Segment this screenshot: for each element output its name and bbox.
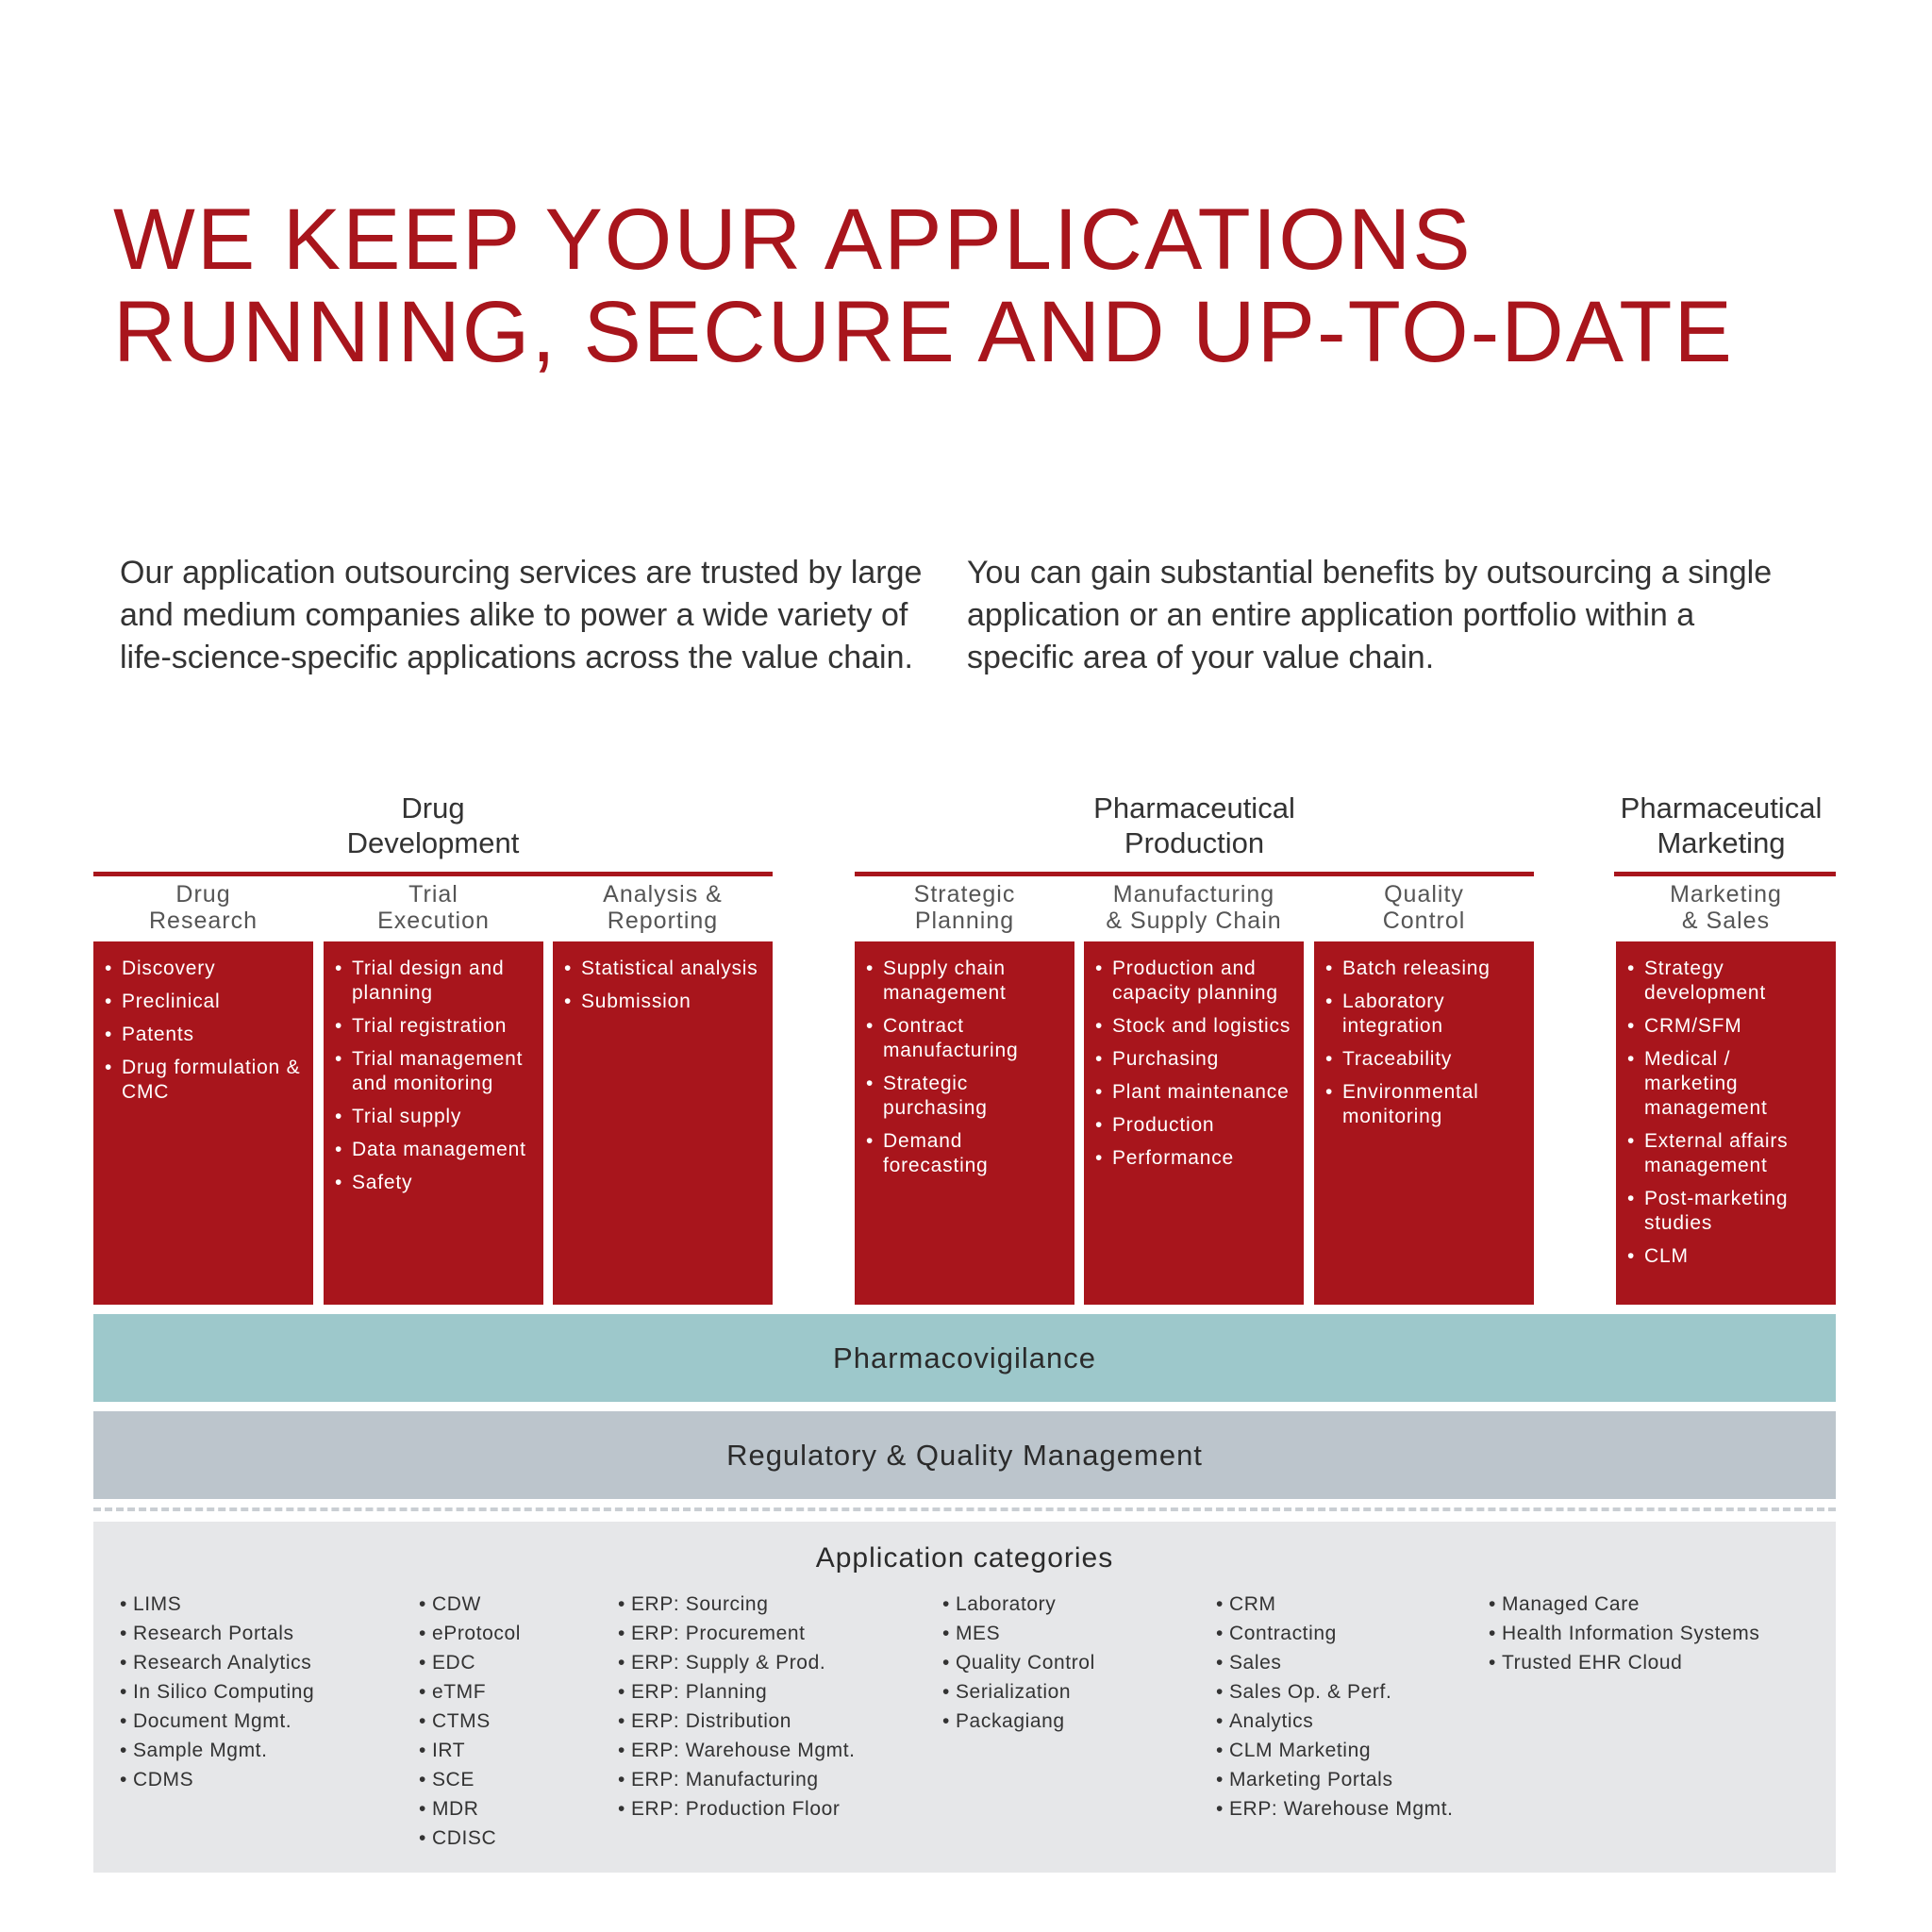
bullet-icon: •	[866, 1130, 874, 1152]
dashed-divider	[93, 1507, 1836, 1511]
app-category-item	[1489, 1648, 1760, 1677]
app-category-item	[618, 1794, 856, 1824]
bullet-icon: •	[1216, 1740, 1224, 1761]
app-category-item	[1216, 1707, 1454, 1736]
app-category-item	[1489, 1590, 1760, 1619]
column-box-trial-execution	[324, 941, 543, 1305]
bullet-icon: •	[1216, 1681, 1224, 1703]
capability-item	[864, 1014, 1065, 1063]
bullet-icon: •	[618, 1710, 625, 1732]
bullet-icon: •	[618, 1798, 625, 1820]
column-box-analysis-reporting	[553, 941, 773, 1305]
column-header-line: Analysis &	[603, 881, 723, 908]
app-category-label: ERP: Warehouse Mgmt.	[1228, 1798, 1454, 1820]
group-divider-pharmaceutical-production	[855, 872, 1534, 876]
group-title-pharmaceutical-marketing	[1607, 791, 1836, 860]
capability-item	[864, 1129, 1065, 1178]
capability-item-label: Purchasing	[1112, 1048, 1220, 1070]
capability-item-label: Production and capacity planning	[1112, 958, 1278, 1004]
bullet-icon: •	[1095, 1147, 1104, 1169]
app-category-item	[618, 1736, 856, 1765]
capability-item	[1625, 1014, 1826, 1039]
bullet-icon: •	[1627, 1130, 1636, 1152]
bullet-icon: •	[1489, 1652, 1496, 1674]
group-title-drug-development	[93, 791, 773, 860]
bullet-icon: •	[1216, 1710, 1224, 1732]
app-category-item	[419, 1648, 521, 1677]
capability-item-label: Strategic purchasing	[883, 1073, 988, 1119]
capability-item-label: Patents	[122, 1024, 194, 1045]
app-category-item	[942, 1677, 1095, 1707]
capability-item-label: Performance	[1112, 1147, 1235, 1169]
bullet-icon: •	[618, 1652, 625, 1674]
capability-item	[1093, 1113, 1294, 1138]
app-category-label: ERP: Procurement	[630, 1623, 806, 1644]
bullet-icon: •	[1216, 1798, 1224, 1820]
app-category-item	[419, 1619, 521, 1648]
bullet-icon: •	[120, 1769, 127, 1790]
column-header-line: Reporting	[607, 908, 719, 934]
app-category-item	[120, 1590, 314, 1619]
bullet-icon: •	[120, 1740, 127, 1761]
app-category-label: eProtocol	[431, 1623, 522, 1644]
app-category-label: ERP: Sourcing	[630, 1593, 769, 1615]
capability-item	[1324, 1047, 1524, 1072]
group-title-line: Development	[346, 826, 520, 859]
capability-item-label: Safety	[352, 1172, 413, 1193]
app-category-label: MES	[955, 1623, 1001, 1644]
app-category-label: Document Mgmt.	[132, 1710, 292, 1732]
bullet-icon: •	[942, 1623, 950, 1644]
capability-item	[333, 1105, 534, 1129]
bullet-icon: •	[1627, 958, 1636, 979]
bullet-icon: •	[1627, 1048, 1636, 1070]
column-header-line: Research	[149, 908, 258, 934]
bullet-icon: •	[335, 1048, 343, 1070]
capability-item-label: Trial registration	[352, 1015, 508, 1037]
column-header-line: Drug	[175, 881, 231, 908]
app-category-item	[618, 1648, 856, 1677]
app-category-label: Serialization	[955, 1681, 1072, 1703]
app-category-column	[618, 1590, 856, 1824]
capability-item-label: Batch releasing	[1342, 958, 1491, 979]
column-header-drug-research	[93, 881, 313, 941]
app-category-item	[419, 1677, 521, 1707]
column-box-strategic-planning	[855, 941, 1074, 1305]
bullet-icon: •	[419, 1827, 426, 1849]
pharmacovigilance-band: Pharmacovigilance	[93, 1314, 1836, 1402]
capability-item-label: Traceability	[1342, 1048, 1453, 1070]
capability-item-label: Statistical analysis	[581, 958, 758, 979]
app-category-label: CDW	[431, 1593, 481, 1615]
bullet-icon: •	[335, 1015, 343, 1037]
headline	[113, 193, 1868, 378]
app-category-label: Quality Control	[955, 1652, 1095, 1674]
app-category-item	[419, 1590, 521, 1619]
bullet-icon: •	[1095, 1114, 1104, 1136]
capability-item	[1093, 1080, 1294, 1105]
app-category-column	[942, 1590, 1095, 1736]
app-category-column	[419, 1590, 521, 1853]
column-header-strategic-planning	[855, 881, 1074, 941]
bullet-icon: •	[942, 1681, 950, 1703]
app-category-item	[120, 1677, 314, 1707]
bullet-icon: •	[1095, 1048, 1104, 1070]
bullet-icon: •	[419, 1769, 426, 1790]
capability-item	[103, 957, 304, 981]
app-category-item	[942, 1590, 1095, 1619]
app-category-label: Research Analytics	[132, 1652, 312, 1674]
bullet-icon: •	[1095, 958, 1104, 979]
bullet-icon: •	[1325, 1048, 1334, 1070]
capability-item-label: Trial supply	[352, 1106, 462, 1127]
column-box-marketing-sales	[1616, 941, 1836, 1305]
bullet-icon: •	[866, 958, 874, 979]
bullet-icon: •	[105, 991, 113, 1012]
column-box-manufacturing-supply-chain	[1084, 941, 1304, 1305]
bullet-icon: •	[120, 1681, 127, 1703]
app-category-label: CDMS	[132, 1769, 194, 1790]
group-divider-pharmaceutical-marketing	[1614, 872, 1836, 876]
capability-item-label: CLM	[1644, 1245, 1689, 1267]
app-category-item	[1216, 1794, 1454, 1824]
app-category-item	[1216, 1765, 1454, 1794]
bullet-icon: •	[866, 1015, 874, 1037]
app-category-item	[618, 1765, 856, 1794]
capability-item	[1093, 957, 1294, 1006]
app-category-label: Research Portals	[132, 1623, 294, 1644]
column-header-line: Control	[1382, 908, 1466, 934]
bullet-icon: •	[419, 1798, 426, 1820]
capability-item	[333, 1171, 534, 1195]
bullet-icon: •	[419, 1593, 426, 1615]
app-category-item	[618, 1707, 856, 1736]
column-box-quality-control	[1314, 941, 1534, 1305]
app-category-item	[419, 1824, 521, 1853]
bullet-icon: •	[419, 1710, 426, 1732]
app-category-label: ERP: Production Floor	[630, 1798, 841, 1820]
app-category-label: Health Information Systems	[1501, 1623, 1760, 1644]
bullet-icon: •	[105, 958, 113, 979]
bullet-icon: •	[120, 1652, 127, 1674]
column-header-analysis-reporting	[553, 881, 773, 941]
app-category-item	[942, 1648, 1095, 1677]
app-category-label: SCE	[431, 1769, 475, 1790]
app-category-label: Sample Mgmt.	[132, 1740, 268, 1761]
column-header-trial-execution	[324, 881, 543, 941]
app-category-column	[1489, 1590, 1760, 1677]
capability-item	[1625, 957, 1826, 1006]
app-category-item	[120, 1736, 314, 1765]
bullet-icon: •	[564, 958, 573, 979]
app-category-label: Sales	[1228, 1652, 1282, 1674]
bullet-icon: •	[419, 1652, 426, 1674]
column-header-line: Manufacturing	[1112, 881, 1275, 908]
group-title-line: Pharmaceutical	[1620, 791, 1823, 824]
column-box-drug-research	[93, 941, 313, 1305]
column-header-line: Planning	[914, 908, 1015, 934]
capability-item-label: Environmental monitoring	[1342, 1081, 1479, 1127]
capability-item	[333, 957, 534, 1006]
app-category-label: CDISC	[431, 1827, 497, 1849]
bullet-icon: •	[942, 1593, 950, 1615]
bullet-icon: •	[419, 1740, 426, 1761]
column-header-line: Marketing	[1670, 881, 1782, 908]
capability-item	[1625, 1187, 1826, 1236]
app-category-label: ERP: Distribution	[630, 1710, 792, 1732]
capability-item-label: Discovery	[122, 958, 216, 979]
app-category-item	[1216, 1677, 1454, 1707]
bullet-icon: •	[1095, 1081, 1104, 1103]
capability-item	[1625, 1047, 1826, 1121]
app-category-label: In Silico Computing	[132, 1681, 315, 1703]
capability-item	[1324, 1080, 1524, 1129]
capability-item-label: Drug formulation & CMC	[122, 1057, 301, 1103]
capability-item	[103, 1023, 304, 1047]
group-title-pharmaceutical-production	[855, 791, 1534, 860]
app-category-item	[120, 1619, 314, 1648]
app-category-label: Sales Op. & Perf.	[1228, 1681, 1392, 1703]
capability-item	[1093, 1146, 1294, 1171]
capability-item	[1093, 1014, 1294, 1039]
app-category-item	[419, 1765, 521, 1794]
bullet-icon: •	[1216, 1769, 1224, 1790]
bullet-icon: •	[1216, 1593, 1224, 1615]
capability-item-label: Trial management and monitoring	[352, 1048, 524, 1094]
bullet-icon: •	[618, 1623, 625, 1644]
bullet-icon: •	[1627, 1188, 1636, 1209]
app-category-item	[618, 1590, 856, 1619]
app-category-label: ERP: Supply & Prod.	[630, 1652, 826, 1674]
capability-item	[103, 1056, 304, 1105]
capability-item	[1324, 990, 1524, 1039]
app-category-item	[942, 1707, 1095, 1736]
bullet-icon: •	[419, 1623, 426, 1644]
capability-item	[333, 1014, 534, 1039]
capability-item-label: Laboratory integration	[1342, 991, 1445, 1037]
regulatory-quality-band: Regulatory & Quality Management	[93, 1411, 1836, 1499]
capability-item-label: Trial design and planning	[352, 958, 505, 1004]
app-category-label: ERP: Warehouse Mgmt.	[630, 1740, 856, 1761]
app-category-label: Analytics	[1228, 1710, 1314, 1732]
app-category-label: Laboratory	[955, 1593, 1057, 1615]
bullet-icon: •	[1325, 991, 1334, 1012]
app-category-label: Managed Care	[1501, 1593, 1641, 1615]
capability-item	[864, 1072, 1065, 1121]
app-category-item	[1216, 1590, 1454, 1619]
capability-item	[864, 957, 1065, 1006]
bullet-icon: •	[1489, 1623, 1496, 1644]
bullet-icon: •	[419, 1681, 426, 1703]
capability-item-label: Contract manufacturing	[883, 1015, 1019, 1061]
capability-item	[1625, 1129, 1826, 1178]
app-category-item	[419, 1707, 521, 1736]
bullet-icon: •	[335, 958, 343, 979]
bullet-icon: •	[120, 1623, 127, 1644]
column-header-quality-control	[1314, 881, 1534, 941]
headline-line-2: RUNNING, SECURE AND UP-TO-DATE	[113, 284, 1734, 380]
capability-item-label: Supply chain management	[883, 958, 1007, 1004]
capability-item-label: Submission	[581, 991, 691, 1012]
bullet-icon: •	[335, 1172, 343, 1193]
app-category-column	[1216, 1590, 1454, 1824]
app-category-item	[1216, 1736, 1454, 1765]
app-category-label: EDC	[431, 1652, 476, 1674]
bullet-icon: •	[120, 1593, 127, 1615]
bullet-icon: •	[105, 1057, 113, 1078]
capability-item-label: Preclinical	[122, 991, 221, 1012]
app-category-label: Trusted EHR Cloud	[1501, 1652, 1683, 1674]
app-category-item	[618, 1619, 856, 1648]
bullet-icon: •	[618, 1593, 625, 1615]
app-category-item	[618, 1677, 856, 1707]
bullet-icon: •	[335, 1139, 343, 1160]
app-category-item	[1216, 1619, 1454, 1648]
capability-item-label: Medical / marketing management	[1644, 1048, 1768, 1119]
bullet-icon: •	[1095, 1015, 1104, 1037]
app-category-label: CLM Marketing	[1228, 1740, 1372, 1761]
capability-item-label: Demand forecasting	[883, 1130, 989, 1176]
bullet-icon: •	[1489, 1593, 1496, 1615]
column-header-line: Execution	[377, 908, 490, 934]
app-category-label: Contracting	[1228, 1623, 1337, 1644]
capability-item	[333, 1047, 534, 1096]
group-title-line: Production	[1124, 826, 1265, 859]
app-category-label: eTMF	[431, 1681, 487, 1703]
bullet-icon: •	[942, 1710, 950, 1732]
app-category-label: LIMS	[132, 1593, 182, 1615]
app-category-item	[942, 1619, 1095, 1648]
bullet-icon: •	[1216, 1652, 1224, 1674]
bullet-icon: •	[866, 1073, 874, 1094]
bullet-icon: •	[335, 1106, 343, 1127]
app-category-item	[1489, 1619, 1760, 1648]
group-divider-drug-development	[93, 872, 773, 876]
bullet-icon: •	[105, 1024, 113, 1045]
group-title-line: Marketing	[1657, 826, 1786, 859]
capability-item	[103, 990, 304, 1014]
bullet-icon: •	[618, 1740, 625, 1761]
capability-item	[562, 990, 763, 1014]
column-header-line: Strategic	[913, 881, 1016, 908]
app-category-item	[120, 1765, 314, 1794]
bullet-icon: •	[942, 1652, 950, 1674]
app-category-item	[120, 1648, 314, 1677]
capability-item-label: Strategy development	[1644, 958, 1767, 1004]
capability-item-label: CRM/SFM	[1644, 1015, 1742, 1037]
group-title-line: Pharmaceutical	[1093, 791, 1295, 824]
app-category-label: ERP: Manufacturing	[630, 1769, 819, 1790]
bullet-icon: •	[564, 991, 573, 1012]
capability-item	[1093, 1047, 1294, 1072]
capability-item-label: Stock and logistics	[1112, 1015, 1291, 1037]
column-header-line: & Supply Chain	[1106, 908, 1282, 934]
bullet-icon: •	[618, 1769, 625, 1790]
application-categories-title: Application categories	[815, 1542, 1114, 1574]
app-category-label: MDR	[431, 1798, 479, 1820]
capability-item-label: External affairs management	[1644, 1130, 1789, 1176]
app-category-label: IRT	[431, 1740, 466, 1761]
column-header-line: Quality	[1384, 881, 1464, 908]
capability-item-label: Data management	[352, 1139, 526, 1160]
app-category-label: ERP: Planning	[630, 1681, 768, 1703]
column-header-line: Trial	[408, 881, 458, 908]
capability-item-label: Production	[1112, 1114, 1215, 1136]
app-category-label: CRM	[1228, 1593, 1276, 1615]
app-category-label: CTMS	[431, 1710, 491, 1732]
bullet-icon: •	[1325, 1081, 1334, 1103]
app-category-label: Packagiang	[955, 1710, 1065, 1732]
bullet-icon: •	[1627, 1015, 1636, 1037]
capability-item	[333, 1138, 534, 1162]
intro-left: Our application outsourcing services are trusted by large and medium companies alike to power a wide variety of life-science-specific applications across the value chain.	[120, 555, 923, 675]
capability-item	[562, 957, 763, 981]
app-category-item	[1216, 1648, 1454, 1677]
intro-right: You can gain substantial benefits by outsourcing a single application or an entire application portfolio within a specific area of your value chain.	[967, 555, 1773, 675]
app-category-item	[419, 1736, 521, 1765]
capability-item-label: Post-marketing studies	[1644, 1188, 1789, 1234]
app-category-label: Marketing Portals	[1228, 1769, 1393, 1790]
capability-item-label: Plant maintenance	[1112, 1081, 1290, 1103]
column-header-manufacturing-supply-chain	[1084, 881, 1304, 941]
headline-line-1: WE KEEP YOUR APPLICATIONS	[113, 192, 1473, 288]
capability-item	[1324, 957, 1524, 981]
app-category-column	[120, 1590, 314, 1794]
bullet-icon: •	[120, 1710, 127, 1732]
bullet-icon: •	[1216, 1623, 1224, 1644]
group-title-line: Drug	[401, 791, 465, 824]
capability-item	[1625, 1244, 1826, 1269]
bullet-icon: •	[1325, 958, 1334, 979]
column-header-line: & Sales	[1681, 908, 1771, 934]
app-category-item	[419, 1794, 521, 1824]
bullet-icon: •	[618, 1681, 625, 1703]
app-category-item	[120, 1707, 314, 1736]
column-header-marketing-sales	[1616, 881, 1836, 941]
application-categories-panel	[93, 1522, 1836, 1873]
bullet-icon: •	[1627, 1245, 1636, 1267]
